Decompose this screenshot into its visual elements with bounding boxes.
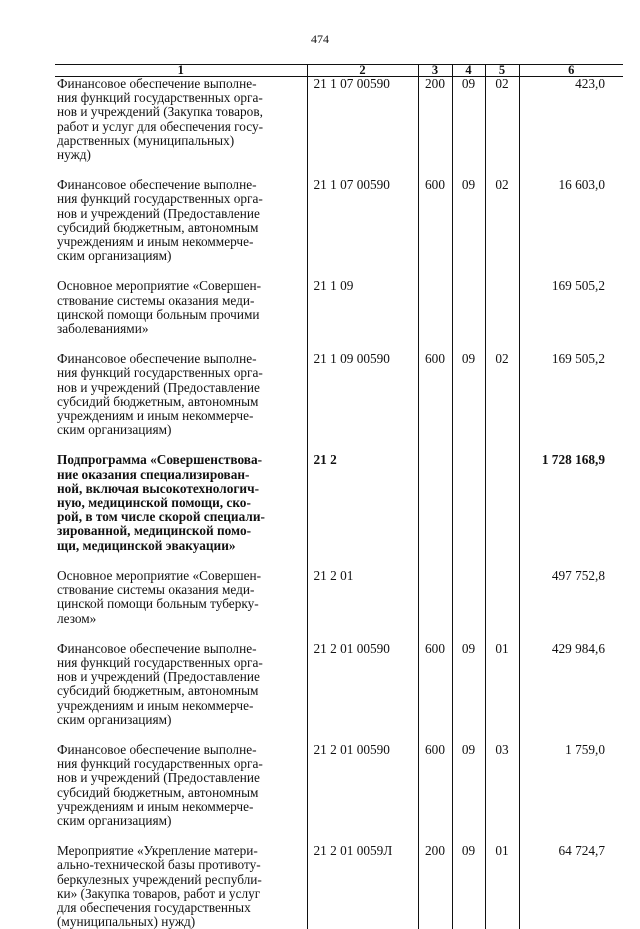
amount-value: 16 603,0	[519, 178, 623, 279]
description-line: щи, медицинской эвакуации»	[57, 539, 303, 553]
table-row	[55, 569, 623, 642]
description-line: ния функций государственных орга-	[57, 757, 303, 771]
row-description	[55, 569, 307, 642]
column-header-2: 2	[307, 65, 418, 77]
row-description	[55, 453, 307, 568]
description-line: ной, включая высокотехнологич-	[57, 482, 303, 496]
section-code: 09	[452, 642, 485, 743]
description-line: субсидий бюджетным, автономным	[57, 786, 303, 800]
column-header-3: 3	[418, 65, 452, 77]
description-line: ния функций государственных орга-	[57, 91, 303, 105]
section-code: 09	[452, 178, 485, 279]
amount-value: 64 724,7	[519, 844, 623, 929]
amount-value: 1 759,0	[519, 743, 623, 844]
expense-type-code	[418, 569, 452, 642]
row-description	[55, 352, 307, 453]
expense-type-code: 600	[418, 178, 452, 279]
description-line: рой, в том числе скорой специали-	[57, 510, 303, 524]
column-header-1: 1	[55, 65, 307, 77]
description-line: Финансовое обеспечение выполне-	[57, 178, 303, 192]
description-line: ную, медицинской помощи, ско-	[57, 496, 303, 510]
description-line: лезом»	[57, 612, 303, 626]
description-line: нов и учреждений (Предоставление	[57, 771, 303, 785]
description-line: (муниципальных) нужд)	[57, 915, 303, 929]
amount-value: 1 728 168,9	[519, 453, 623, 568]
table-body	[55, 77, 623, 929]
budget-code: 21 2 01 0059Л	[307, 844, 418, 929]
description-line: субсидий бюджетным, автономным	[57, 221, 303, 235]
expense-type-code: 600	[418, 642, 452, 743]
table-row	[55, 352, 623, 453]
expense-type-code	[418, 453, 452, 568]
column-header-5: 5	[485, 65, 519, 77]
subsection-code: 01	[485, 642, 519, 743]
section-code: 09	[452, 77, 485, 179]
row-description	[55, 642, 307, 743]
description-line: учреждениям и иным некоммерче-	[57, 409, 303, 423]
row-description	[55, 178, 307, 279]
table-row	[55, 844, 623, 929]
description-line: ния функций государственных орга-	[57, 192, 303, 206]
subsection-code: 02	[485, 77, 519, 179]
budget-table	[55, 64, 623, 929]
budget-code: 21 2 01 00590	[307, 642, 418, 743]
description-line: нов и учреждений (Предоставление	[57, 670, 303, 684]
subsection-code: 02	[485, 178, 519, 279]
table-row	[55, 743, 623, 844]
expense-type-code	[418, 279, 452, 352]
description-line: учреждениям и иным некоммерче-	[57, 235, 303, 249]
description-line: ским организациям)	[57, 814, 303, 828]
description-line: Финансовое обеспечение выполне-	[57, 642, 303, 656]
subsection-code: 01	[485, 844, 519, 929]
table-row	[55, 279, 623, 352]
row-description	[55, 743, 307, 844]
description-line: субсидий бюджетным, автономным	[57, 395, 303, 409]
subsection-code	[485, 279, 519, 352]
description-line: работ и услуг для обеспечения госу-	[57, 120, 303, 134]
description-line: Основное мероприятие «Совершен-	[57, 279, 303, 293]
description-line: нов и учреждений (Закупка товаров,	[57, 105, 303, 119]
description-line: ния функций государственных орга-	[57, 656, 303, 670]
subsection-code	[485, 453, 519, 568]
description-line: нужд)	[57, 148, 303, 162]
budget-code: 21 2 01	[307, 569, 418, 642]
description-line: цинской помощи больным прочими	[57, 308, 303, 322]
description-line: Подпрограмма «Совершенствова-	[57, 453, 303, 467]
section-code: 09	[452, 743, 485, 844]
section-code	[452, 453, 485, 568]
subsection-code: 03	[485, 743, 519, 844]
description-line: ствование системы оказания меди-	[57, 294, 303, 308]
amount-value: 497 752,8	[519, 569, 623, 642]
budget-code: 21 2 01 00590	[307, 743, 418, 844]
description-line: беркулезных учреждений республи-	[57, 873, 303, 887]
description-line: нов и учреждений (Предоставление	[57, 207, 303, 221]
description-line: зированной, медицинской помо-	[57, 524, 303, 538]
description-line: заболеваниями»	[57, 322, 303, 336]
description-line: ским организациям)	[57, 249, 303, 263]
section-code: 09	[452, 844, 485, 929]
expense-type-code: 200	[418, 844, 452, 929]
amount-value: 429 984,6	[519, 642, 623, 743]
amount-value: 169 505,2	[519, 352, 623, 453]
table-row	[55, 642, 623, 743]
description-line: Финансовое обеспечение выполне-	[57, 352, 303, 366]
table-row	[55, 77, 623, 179]
budget-code: 21 2	[307, 453, 418, 568]
subsection-code	[485, 569, 519, 642]
description-line: ния функций государственных орга-	[57, 366, 303, 380]
subsection-code: 02	[485, 352, 519, 453]
column-header-6: 6	[519, 65, 623, 77]
description-line: ским организациям)	[57, 423, 303, 437]
description-line: ние оказания специализирован-	[57, 468, 303, 482]
page-number: 474	[0, 32, 640, 47]
description-line: ально-технической базы противоту-	[57, 858, 303, 872]
budget-code: 21 1 09	[307, 279, 418, 352]
table-header-row	[55, 65, 623, 77]
description-line: Финансовое обеспечение выполне-	[57, 743, 303, 757]
description-line: дарственных (муниципальных)	[57, 134, 303, 148]
table-row	[55, 453, 623, 568]
description-line: учреждениям и иным некоммерче-	[57, 699, 303, 713]
amount-value: 423,0	[519, 77, 623, 179]
description-line: Основное мероприятие «Совершен-	[57, 569, 303, 583]
row-description	[55, 77, 307, 179]
budget-code: 21 1 09 00590	[307, 352, 418, 453]
section-code: 09	[452, 352, 485, 453]
description-line: Финансовое обеспечение выполне-	[57, 77, 303, 91]
description-line: ки» (Закупка товаров, работ и услуг	[57, 887, 303, 901]
description-line: для обеспечения государственных	[57, 901, 303, 915]
column-header-4: 4	[452, 65, 485, 77]
expense-type-code: 600	[418, 743, 452, 844]
section-code	[452, 569, 485, 642]
expense-type-code: 200	[418, 77, 452, 179]
description-line: цинской помощи больным туберку-	[57, 597, 303, 611]
table-row	[55, 178, 623, 279]
budget-code: 21 1 07 00590	[307, 178, 418, 279]
description-line: ствование системы оказания меди-	[57, 583, 303, 597]
amount-value: 169 505,2	[519, 279, 623, 352]
description-line: учреждениям и иным некоммерче-	[57, 800, 303, 814]
expense-type-code: 600	[418, 352, 452, 453]
row-description	[55, 279, 307, 352]
description-line: ским организациям)	[57, 713, 303, 727]
section-code	[452, 279, 485, 352]
row-description	[55, 844, 307, 929]
description-line: нов и учреждений (Предоставление	[57, 381, 303, 395]
budget-code: 21 1 07 00590	[307, 77, 418, 179]
description-line: Мероприятие «Укрепление матери-	[57, 844, 303, 858]
description-line: субсидий бюджетным, автономным	[57, 684, 303, 698]
